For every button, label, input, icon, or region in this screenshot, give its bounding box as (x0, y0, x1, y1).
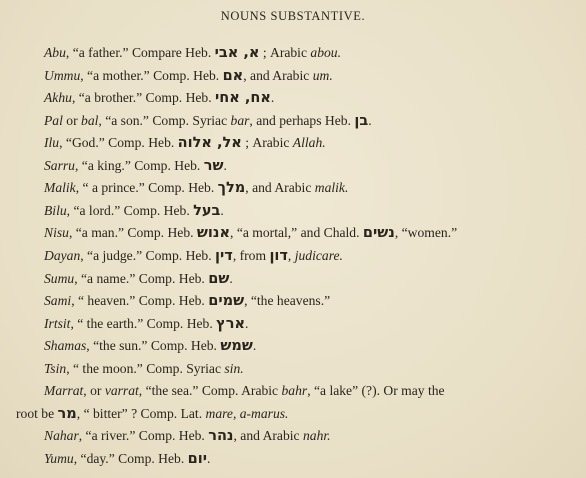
entry-text: . (270, 90, 275, 106)
entry-line (44, 67, 333, 85)
entry-text: . (223, 157, 227, 173)
italic-term: Tsin (44, 360, 67, 376)
entry-text: , or (83, 383, 105, 399)
entry-text: . (252, 338, 257, 354)
hebrew-word: שמים (208, 293, 245, 310)
italic-term: Bilu (44, 202, 67, 218)
entry-text: , (232, 405, 240, 421)
italic-term: varrat (104, 383, 139, 399)
hebrew-word: מלך (217, 180, 246, 197)
entry-line (44, 450, 210, 468)
hebrew-word: שם (208, 270, 230, 287)
hebrew-word: שמש (220, 338, 253, 355)
entry-text: ; Arabic (241, 135, 293, 151)
hebrew-word: נהר (208, 428, 234, 445)
entry-text: , “ the moon.” Comp. Syriac (66, 360, 225, 376)
entry-text: , “a mother.” Comp. Heb. (80, 67, 223, 83)
entry-text: , “a man.” Comp. Heb. (68, 225, 197, 241)
hebrew-word: דון (269, 247, 288, 264)
italic-term: Nisu (44, 225, 69, 241)
page-heading: NOUNS SUBSTANTIVE. (220, 9, 366, 23)
italic-term: Ummu (44, 67, 81, 83)
hebrew-word: אח, אחי (215, 90, 271, 107)
italic-term: um. (312, 67, 333, 83)
entry-text: , and Arabic (243, 67, 313, 83)
italic-term: Shamas (44, 338, 87, 354)
entry-line (44, 427, 331, 445)
entry-text: , (287, 247, 295, 263)
italic-term: Nahar (44, 428, 79, 444)
entry-line (44, 157, 227, 175)
hebrew-word: א, אבי (214, 45, 260, 61)
entry-text: , “women.” (394, 225, 458, 241)
entry-line (44, 224, 457, 242)
entry-line (44, 360, 244, 378)
italic-term: nahr. (302, 428, 331, 444)
entry-text: , “God.” Comp. Heb. (59, 135, 178, 151)
entry-line (44, 292, 330, 310)
italic-term: Irtsit (44, 315, 71, 331)
entry-text: , and perhaps Heb. (249, 112, 355, 128)
italic-term: Dayan (44, 247, 81, 263)
italic-term: judicare. (294, 247, 343, 263)
entry-text: , “the sun.” Comp. Heb. (86, 338, 221, 354)
entry-line (44, 89, 274, 107)
hebrew-word: אם (222, 67, 244, 84)
entry-text: , “a judge.” Comp. Heb. (80, 247, 216, 263)
entry-text: , “a brother.” Comp. Heb. (71, 90, 216, 106)
entry-line (44, 134, 326, 152)
hebrew-word: יום (187, 450, 207, 467)
hebrew-word: דין (215, 247, 233, 264)
italic-term: Allah. (292, 135, 326, 151)
italic-term: Ilu (44, 135, 60, 151)
italic-term: bal (81, 112, 99, 128)
entry-text: , “a name.” Comp. Heb. (74, 270, 209, 286)
italic-term: Malik (44, 180, 76, 196)
entry-line (44, 315, 248, 333)
italic-term: Pal (44, 112, 63, 128)
entry-line (44, 247, 343, 265)
italic-term: malik. (314, 180, 349, 196)
entry-text: , “a river.” Comp. Heb. (78, 428, 209, 444)
italic-term: bar (230, 112, 250, 128)
italic-term: bahr (281, 383, 308, 399)
hebrew-word: בעל (193, 202, 221, 219)
italic-term: mare (205, 405, 233, 421)
entry-line (44, 382, 445, 400)
hebrew-word: שר (203, 157, 224, 174)
entry-text: , “ a prince.” Comp. Heb. (75, 180, 218, 196)
hebrew-word: נשים (362, 225, 395, 242)
entry-text: , “ heaven.” Comp. Heb. (71, 293, 209, 309)
entry-text: ; Arabic (259, 45, 311, 60)
entry-text: . (368, 112, 372, 128)
entry-text: root be (16, 405, 58, 421)
italic-term: sin. (224, 360, 244, 376)
entry-text: , “a lake” (?). Or may the (307, 383, 445, 399)
entry-text: , “a father.” Compare Heb. (65, 45, 215, 60)
entry-text: . (229, 270, 233, 286)
entry-line (44, 44, 341, 62)
hebrew-word: מר (57, 405, 77, 422)
entry-text: . (220, 202, 224, 218)
italic-term: Sami (44, 293, 72, 309)
entry-line (44, 270, 233, 288)
entry-text: , “a king.” Comp. Heb. (74, 157, 204, 173)
italic-term: abou. (310, 45, 341, 60)
entry-line (44, 112, 372, 130)
entry-text: , “ bitter” ? Comp. Lat. (76, 405, 206, 421)
entry-text: , “a lord.” Comp. Heb. (66, 202, 194, 218)
entry-text: , and Arabic (245, 180, 315, 196)
entry-line (44, 337, 256, 355)
entry-line (44, 179, 348, 197)
entry-text: , “day.” Comp. Heb. (73, 450, 188, 466)
entry-text: , “a mortal,” and Chald. (230, 225, 363, 241)
hebrew-word: אנוש (196, 225, 231, 242)
entry-text: , “the sea.” Comp. Arabic (138, 383, 282, 399)
entry-line (16, 405, 288, 423)
italic-term: Sarru (44, 157, 75, 173)
entry-text: . (245, 315, 249, 331)
hebrew-word: ארץ (216, 315, 246, 332)
hebrew-word: אל, אלוה (177, 135, 242, 152)
entry-text: , “the heavens.” (244, 293, 331, 309)
entry-text: or (62, 112, 82, 128)
italic-term: Yumu (44, 450, 74, 466)
entry-text: , “a son.” Comp. Syriac (98, 112, 231, 128)
italic-term: Akhu (44, 90, 72, 106)
italic-term: Marrat (44, 383, 84, 399)
italic-term: a-marus. (239, 405, 289, 421)
entry-line (44, 202, 224, 220)
hebrew-word: בן (354, 112, 369, 129)
italic-term: Abu (44, 45, 66, 60)
entry-text: , from (232, 247, 270, 263)
entry-text: , and Arabic (233, 428, 303, 444)
italic-term: Sumu (44, 270, 75, 286)
entry-text: , “ the earth.” Comp. Heb. (70, 315, 217, 331)
entry-text: . (206, 450, 211, 466)
